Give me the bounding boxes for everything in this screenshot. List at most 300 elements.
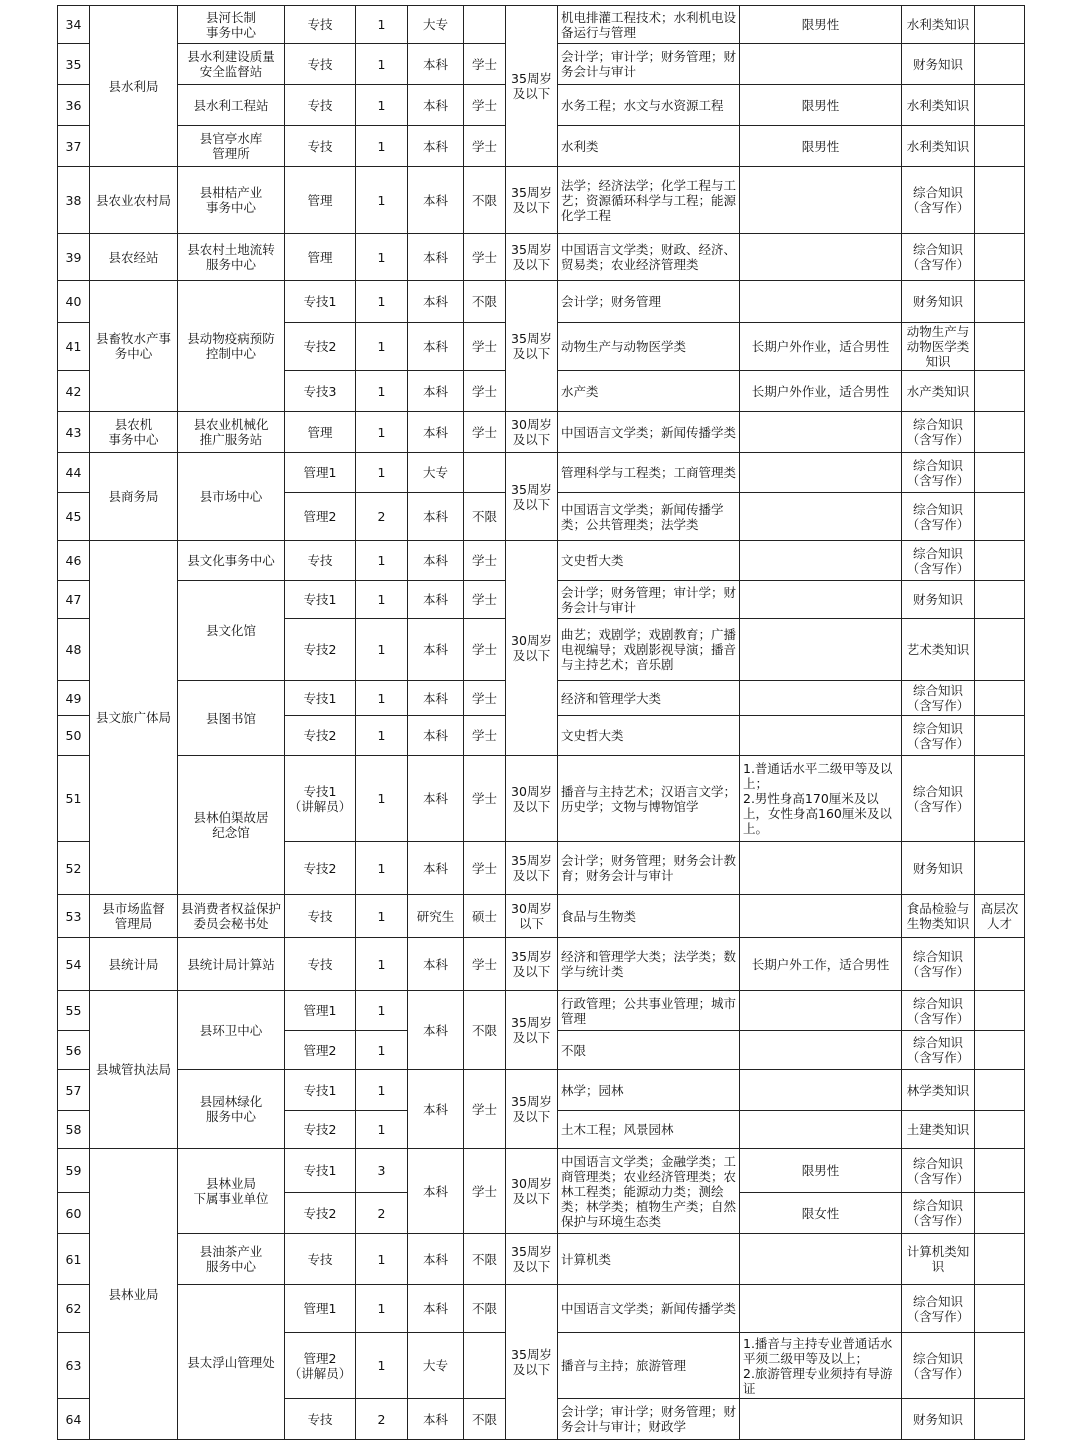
position-type: 专技1: [285, 1070, 356, 1111]
exam-subject: 综合知识 （含写作）: [902, 167, 975, 234]
remarks: [975, 756, 1025, 842]
degree: 学士: [464, 1149, 506, 1234]
exam-subject: 综合知识 （含写作）: [902, 991, 975, 1031]
education: 本科: [408, 323, 464, 371]
position-type: 专技2: [285, 323, 356, 371]
employer-cell: 县官亭水库 管理所: [178, 126, 285, 167]
position-type: 专技: [285, 44, 356, 85]
position-type: 管理1: [285, 991, 356, 1031]
degree: 不限: [464, 991, 506, 1070]
other-requirement: [740, 541, 902, 581]
position-type: 专技3: [285, 371, 356, 412]
major-requirement: 曲艺；戏剧学；戏剧教育；广播电视编导；戏剧影视导演；播音与主持艺术；音乐剧: [558, 619, 740, 681]
headcount: 1: [356, 1285, 408, 1333]
position-type: 专技2: [285, 1111, 356, 1149]
table-row: [58, 938, 1025, 991]
remarks: [975, 1399, 1025, 1440]
headcount: 1: [356, 581, 408, 619]
exam-subject: 综合知识 （含写作）: [902, 938, 975, 991]
position-number: 61: [58, 1234, 90, 1285]
headcount: 1: [356, 541, 408, 581]
employer-cell: 县柑桔产业 事务中心: [178, 167, 285, 234]
education: 大专: [408, 1333, 464, 1399]
exam-subject: 水产类知识: [902, 371, 975, 412]
position-type: 管理: [285, 412, 356, 453]
exam-subject: 财务知识: [902, 581, 975, 619]
headcount: 1: [356, 453, 408, 493]
position-number: 36: [58, 85, 90, 126]
position-number: 51: [58, 756, 90, 842]
age-limit: 30周岁 及以下: [506, 412, 558, 453]
headcount: 1: [356, 281, 408, 323]
education: 本科: [408, 581, 464, 619]
other-requirement: 1.普通话水平二级甲等及以上； 2.男性身高170厘米及以上，女性身高160厘米及以上。: [740, 756, 902, 842]
employer-cell: 县园林绿化 服务中心: [178, 1070, 285, 1149]
education: 本科: [408, 1234, 464, 1285]
headcount: 1: [356, 371, 408, 412]
major-requirement: 播音与主持艺术；汉语言文学；历史学；文物与博物馆学: [558, 756, 740, 842]
age-limit: 35周岁 及以下: [506, 6, 558, 167]
age-limit: 30周岁 及以下: [506, 756, 558, 842]
employer-cell: 县农业机械化 推广服务站: [178, 412, 285, 453]
table-row: [58, 6, 1025, 44]
other-requirement: [740, 44, 902, 85]
other-requirement: [740, 1031, 902, 1070]
position-number: 39: [58, 234, 90, 281]
headcount: 1: [356, 895, 408, 938]
position-type: 专技2: [285, 1193, 356, 1234]
position-type: 专技: [285, 1234, 356, 1285]
age-limit: 35周岁 及以下: [506, 1070, 558, 1149]
age-limit: 30周岁 及以下: [506, 1149, 558, 1234]
other-requirement: 长期户外作业，适合男性: [740, 323, 902, 371]
position-number: 43: [58, 412, 90, 453]
exam-subject: 综合知识 （含写作）: [902, 716, 975, 756]
remarks: [975, 1193, 1025, 1234]
other-requirement: [740, 1111, 902, 1149]
position-type: 管理: [285, 234, 356, 281]
education: 本科: [408, 619, 464, 681]
remarks: [975, 493, 1025, 541]
degree: [464, 1333, 506, 1399]
position-number: 47: [58, 581, 90, 619]
major-requirement: 机电排灌工程技术；水利机电设备运行与管理: [558, 6, 740, 44]
major-requirement: 中国语言文学类；金融学类；工商管理类；农业经济管理类；农林工程类；能源动力类；测绘类；林学类；植物生产类；自然保护与环境生态类: [558, 1149, 740, 1234]
position-type: 管理2: [285, 493, 356, 541]
other-requirement: [740, 581, 902, 619]
remarks: [975, 323, 1025, 371]
position-type: 管理: [285, 167, 356, 234]
education: 本科: [408, 756, 464, 842]
major-requirement: 中国语言文学类；新闻传播学类: [558, 412, 740, 453]
education: 大专: [408, 453, 464, 493]
employer-cell: 县水利建设质量 安全监督站: [178, 44, 285, 85]
position-number: 50: [58, 716, 90, 756]
position-number: 45: [58, 493, 90, 541]
degree: 学士: [464, 85, 506, 126]
employer-cell: 县文化馆: [178, 581, 285, 681]
department-cell: 县文旅广体局: [90, 541, 178, 895]
education: 本科: [408, 85, 464, 126]
employer-cell: 县文化事务中心: [178, 541, 285, 581]
recruitment-table-sheet: [57, 5, 1025, 1440]
employer-cell: 县环卫中心: [178, 991, 285, 1070]
remarks: [975, 1234, 1025, 1285]
recruitment-positions-table: [57, 5, 1025, 1440]
exam-subject: 综合知识 （含写作）: [902, 756, 975, 842]
other-requirement: [740, 234, 902, 281]
position-type: 专技: [285, 6, 356, 44]
position-type: 管理1: [285, 453, 356, 493]
other-requirement: [740, 1070, 902, 1111]
major-requirement: 林学；园林: [558, 1070, 740, 1111]
employer-cell: 县油茶产业 服务中心: [178, 1234, 285, 1285]
table-row: [58, 1234, 1025, 1285]
remarks: [975, 44, 1025, 85]
position-type: 专技2: [285, 842, 356, 895]
other-requirement: 长期户外作业，适合男性: [740, 371, 902, 412]
education: 本科: [408, 1399, 464, 1440]
position-number: 53: [58, 895, 90, 938]
remarks: [975, 842, 1025, 895]
remarks: [975, 1111, 1025, 1149]
remarks: [975, 938, 1025, 991]
degree: 学士: [464, 541, 506, 581]
department-cell: 县水利局: [90, 6, 178, 167]
degree: 不限: [464, 167, 506, 234]
position-number: 34: [58, 6, 90, 44]
major-requirement: 播音与主持；旅游管理: [558, 1333, 740, 1399]
education: 大专: [408, 6, 464, 44]
degree: 学士: [464, 842, 506, 895]
age-limit: 30周岁 及以下: [506, 541, 558, 756]
table-row: [58, 412, 1025, 453]
exam-subject: 综合知识 （含写作）: [902, 681, 975, 716]
exam-subject: 动物生产与 动物医学类 知识: [902, 323, 975, 371]
table-row: [58, 541, 1025, 581]
education: 本科: [408, 234, 464, 281]
remarks: [975, 1149, 1025, 1193]
major-requirement: 水利类: [558, 126, 740, 167]
other-requirement: [740, 716, 902, 756]
position-number: 38: [58, 167, 90, 234]
department-cell: 县城管执法局: [90, 991, 178, 1149]
headcount: 1: [356, 1333, 408, 1399]
employer-cell: 县统计局计算站: [178, 938, 285, 991]
employer-cell: 县消费者权益保护 委员会秘书处: [178, 895, 285, 938]
major-requirement: 行政管理；公共事业管理；城市管理: [558, 991, 740, 1031]
exam-subject: 综合知识 （含写作）: [902, 1333, 975, 1399]
exam-subject: 水利类知识: [902, 126, 975, 167]
education: 本科: [408, 1285, 464, 1333]
degree: [464, 6, 506, 44]
major-requirement: 会计学；审计学；财务管理；财务会计与审计；财政学: [558, 1399, 740, 1440]
other-requirement: [740, 842, 902, 895]
other-requirement: [740, 991, 902, 1031]
position-number: 42: [58, 371, 90, 412]
position-type: 专技1: [285, 1149, 356, 1193]
table-row: [58, 167, 1025, 234]
other-requirement: 限男性: [740, 126, 902, 167]
position-type: 专技: [285, 1399, 356, 1440]
education: 本科: [408, 493, 464, 541]
department-cell: 县农业农村局: [90, 167, 178, 234]
age-limit: 30周岁 以下: [506, 895, 558, 938]
degree: 不限: [464, 493, 506, 541]
exam-subject: 财务知识: [902, 44, 975, 85]
age-limit: 35周岁 及以下: [506, 167, 558, 234]
table-row: [58, 453, 1025, 493]
headcount: 1: [356, 412, 408, 453]
position-number: 56: [58, 1031, 90, 1070]
major-requirement: 中国语言文学类；新闻传播学类: [558, 1285, 740, 1333]
headcount: 1: [356, 938, 408, 991]
education: 本科: [408, 44, 464, 85]
exam-subject: 财务知识: [902, 281, 975, 323]
age-limit: 35周岁 及以下: [506, 842, 558, 895]
headcount: 1: [356, 991, 408, 1031]
position-type: 专技1 （讲解员）: [285, 756, 356, 842]
position-type: 管理2 （讲解员）: [285, 1333, 356, 1399]
major-requirement: 会计学；财务管理；审计学；财务会计与审计: [558, 581, 740, 619]
department-cell: 县畜牧水产事 务中心: [90, 281, 178, 412]
headcount: 1: [356, 1031, 408, 1070]
position-type: 专技1: [285, 581, 356, 619]
education: 本科: [408, 938, 464, 991]
major-requirement: 水产类: [558, 371, 740, 412]
position-number: 52: [58, 842, 90, 895]
remarks: [975, 619, 1025, 681]
position-number: 57: [58, 1070, 90, 1111]
other-requirement: 限男性: [740, 85, 902, 126]
remarks: [975, 234, 1025, 281]
exam-subject: 艺术类知识: [902, 619, 975, 681]
table-row: [58, 281, 1025, 323]
degree: 硕士: [464, 895, 506, 938]
position-number: 59: [58, 1149, 90, 1193]
degree: 学士: [464, 716, 506, 756]
degree: 学士: [464, 1070, 506, 1149]
exam-subject: 综合知识 （含写作）: [902, 1285, 975, 1333]
department-cell: 县市场监督 管理局: [90, 895, 178, 938]
age-limit: 35周岁 及以下: [506, 991, 558, 1070]
department-cell: 县农经站: [90, 234, 178, 281]
major-requirement: 法学；经济法学；化学工程与工艺；资源循环科学与工程；能源化学工程: [558, 167, 740, 234]
exam-subject: 综合知识 （含写作）: [902, 234, 975, 281]
other-requirement: 限女性: [740, 1193, 902, 1234]
degree: 不限: [464, 1285, 506, 1333]
exam-subject: 水利类知识: [902, 85, 975, 126]
headcount: 1: [356, 85, 408, 126]
education: 本科: [408, 1070, 464, 1149]
position-number: 44: [58, 453, 90, 493]
exam-subject: 综合知识 （含写作）: [902, 1149, 975, 1193]
major-requirement: 不限: [558, 1031, 740, 1070]
table-row: [58, 1285, 1025, 1333]
major-requirement: 经济和管理学大类: [558, 681, 740, 716]
degree: 学士: [464, 412, 506, 453]
headcount: 1: [356, 126, 408, 167]
education: 本科: [408, 681, 464, 716]
degree: 不限: [464, 1399, 506, 1440]
headcount: 2: [356, 493, 408, 541]
other-requirement: [740, 412, 902, 453]
remarks: [975, 85, 1025, 126]
degree: 学士: [464, 126, 506, 167]
major-requirement: 会计学；财务管理；财务会计教育；财务会计与审计: [558, 842, 740, 895]
position-type: 专技: [285, 541, 356, 581]
other-requirement: [740, 1399, 902, 1440]
degree: 学士: [464, 44, 506, 85]
headcount: 1: [356, 167, 408, 234]
position-number: 35: [58, 44, 90, 85]
headcount: 2: [356, 1399, 408, 1440]
employer-cell: 县林伯渠故居 纪念馆: [178, 756, 285, 895]
exam-subject: 林学类知识: [902, 1070, 975, 1111]
other-requirement: 1.播音与主持专业普通话水平须二级甲等及以上； 2.旅游管理专业须持有导游证: [740, 1333, 902, 1399]
major-requirement: 中国语言文学类；新闻传播学类；公共管理类；法学类: [558, 493, 740, 541]
position-number: 37: [58, 126, 90, 167]
employer-cell: 县农村土地流转 服务中心: [178, 234, 285, 281]
education: 本科: [408, 167, 464, 234]
headcount: 1: [356, 6, 408, 44]
remarks: [975, 541, 1025, 581]
other-requirement: 限男性: [740, 6, 902, 44]
degree: 学士: [464, 619, 506, 681]
remarks: [975, 1070, 1025, 1111]
remarks: [975, 281, 1025, 323]
headcount: 1: [356, 1234, 408, 1285]
exam-subject: 土建类知识: [902, 1111, 975, 1149]
employer-cell: 县太浮山管理处: [178, 1285, 285, 1440]
department-cell: 县农机 事务中心: [90, 412, 178, 453]
position-number: 40: [58, 281, 90, 323]
employer-cell: 县动物疫病预防 控制中心: [178, 281, 285, 412]
position-type: 专技2: [285, 716, 356, 756]
remarks: [975, 716, 1025, 756]
remarks: [975, 1031, 1025, 1070]
major-requirement: 水务工程；水文与水资源工程: [558, 85, 740, 126]
degree: 学士: [464, 681, 506, 716]
exam-subject: 水利类知识: [902, 6, 975, 44]
degree: 学士: [464, 234, 506, 281]
degree: [464, 453, 506, 493]
education: 研究生: [408, 895, 464, 938]
exam-subject: 综合知识 （含写作）: [902, 493, 975, 541]
position-number: 46: [58, 541, 90, 581]
remarks: [975, 453, 1025, 493]
remarks: [975, 412, 1025, 453]
headcount: 1: [356, 234, 408, 281]
remarks: [975, 581, 1025, 619]
major-requirement: 文史哲大类: [558, 541, 740, 581]
position-type: 管理1: [285, 1285, 356, 1333]
table-row: [58, 1070, 1025, 1111]
headcount: 1: [356, 44, 408, 85]
table-row: [58, 1149, 1025, 1193]
major-requirement: 土木工程；风景园林: [558, 1111, 740, 1149]
major-requirement: 会计学；审计学；财务管理；财务会计与审计: [558, 44, 740, 85]
degree: 学士: [464, 323, 506, 371]
employer-cell: 县市场中心: [178, 453, 285, 541]
education: 本科: [408, 842, 464, 895]
position-number: 60: [58, 1193, 90, 1234]
position-type: 管理2: [285, 1031, 356, 1070]
remarks: [975, 1333, 1025, 1399]
position-number: 64: [58, 1399, 90, 1440]
position-type: 专技1: [285, 281, 356, 323]
position-type: 专技: [285, 895, 356, 938]
major-requirement: 计算机类: [558, 1234, 740, 1285]
employer-cell: 县河长制 事务中心: [178, 6, 285, 44]
other-requirement: 限男性: [740, 1149, 902, 1193]
position-number: 41: [58, 323, 90, 371]
major-requirement: 动物生产与动物医学类: [558, 323, 740, 371]
remarks: [975, 681, 1025, 716]
headcount: 1: [356, 1111, 408, 1149]
education: 本科: [408, 412, 464, 453]
degree: 学士: [464, 581, 506, 619]
remarks: [975, 371, 1025, 412]
other-requirement: [740, 1285, 902, 1333]
other-requirement: [740, 453, 902, 493]
other-requirement: [740, 619, 902, 681]
major-requirement: 食品与生物类: [558, 895, 740, 938]
age-limit: 35周岁 及以下: [506, 453, 558, 541]
other-requirement: [740, 493, 902, 541]
position-number: 54: [58, 938, 90, 991]
exam-subject: 财务知识: [902, 1399, 975, 1440]
position-number: 63: [58, 1333, 90, 1399]
major-requirement: 会计学；财务管理: [558, 281, 740, 323]
age-limit: 35周岁 及以下: [506, 1234, 558, 1285]
exam-subject: 综合知识 （含写作）: [902, 412, 975, 453]
education: 本科: [408, 716, 464, 756]
education: 本科: [408, 1149, 464, 1234]
major-requirement: 中国语言文学类；财政、经济、贸易类；农业经济管理类: [558, 234, 740, 281]
position-number: 55: [58, 991, 90, 1031]
other-requirement: [740, 281, 902, 323]
headcount: 2: [356, 1193, 408, 1234]
employer-cell: 县林业局 下属事业单位: [178, 1149, 285, 1234]
position-type: 专技2: [285, 619, 356, 681]
exam-subject: 财务知识: [902, 842, 975, 895]
major-requirement: 管理科学与工程类；工商管理类: [558, 453, 740, 493]
table-row: [58, 895, 1025, 938]
degree: 不限: [464, 281, 506, 323]
remarks: [975, 991, 1025, 1031]
age-limit: 35周岁 及以下: [506, 234, 558, 281]
department-cell: 县商务局: [90, 453, 178, 541]
degree: 学士: [464, 938, 506, 991]
major-requirement: 经济和管理学大类；法学类；数学与统计类: [558, 938, 740, 991]
position-number: 58: [58, 1111, 90, 1149]
education: 本科: [408, 281, 464, 323]
employer-cell: 县水利工程站: [178, 85, 285, 126]
headcount: 1: [356, 681, 408, 716]
headcount: 1: [356, 716, 408, 756]
major-requirement: 文史哲大类: [558, 716, 740, 756]
headcount: 1: [356, 1070, 408, 1111]
table-row: [58, 991, 1025, 1031]
employer-cell: 县图书馆: [178, 681, 285, 756]
degree: 不限: [464, 1234, 506, 1285]
position-number: 48: [58, 619, 90, 681]
headcount: 1: [356, 842, 408, 895]
exam-subject: 综合知识 （含写作）: [902, 453, 975, 493]
education: 本科: [408, 991, 464, 1070]
position-number: 49: [58, 681, 90, 716]
